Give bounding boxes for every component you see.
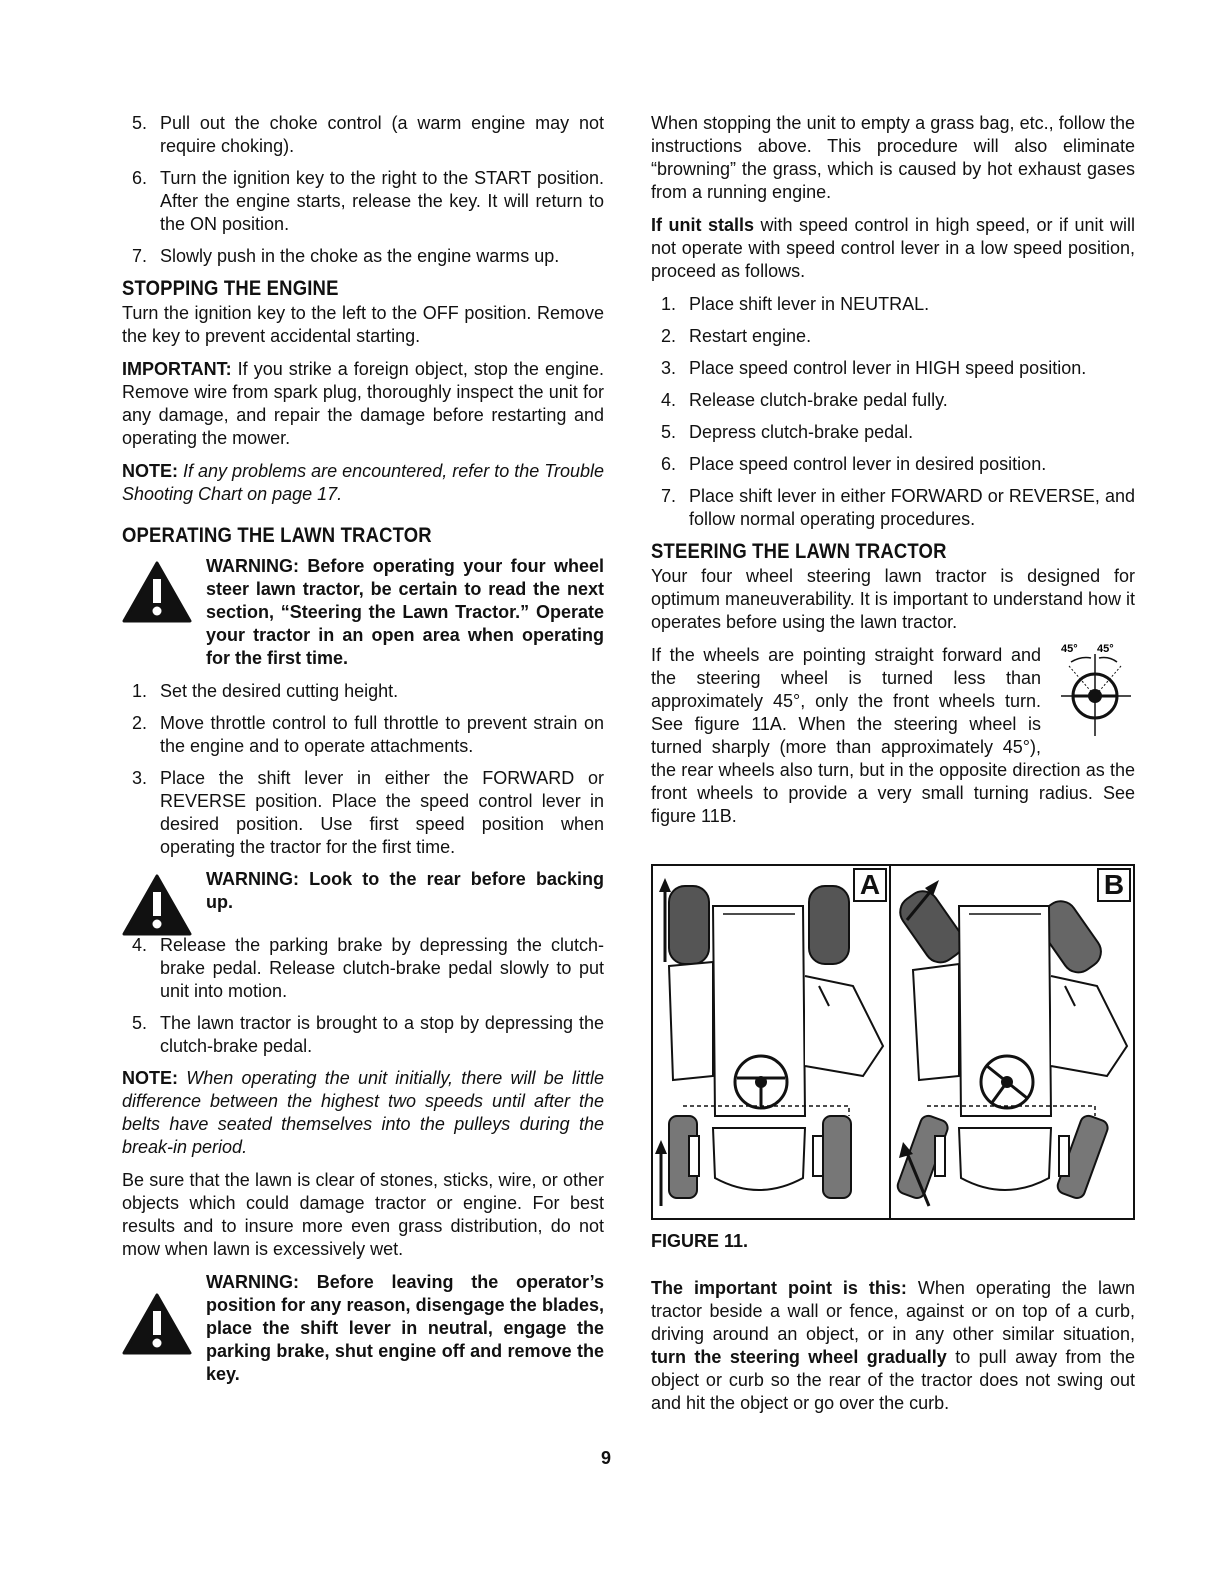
step-number: 6. <box>132 168 148 188</box>
list-item <box>651 357 1135 380</box>
step-text: Place speed control lever in desired position. <box>689 454 1047 474</box>
page-number: 9 <box>600 1448 611 1468</box>
operate-steps-list <box>122 680 604 859</box>
stalls-paragraph <box>651 214 1135 283</box>
panel-label-b: B <box>1097 868 1131 902</box>
stalls-label: If unit stalls <box>651 215 754 235</box>
step-text: Depress clutch-brake pedal. <box>689 422 914 442</box>
step-number: 5. <box>661 422 677 442</box>
important-point-text: When operating the lawn tractor beside a wall or fence, against or on top of a curb, driving around an object, or in any other similar situation, <box>651 1278 1135 1344</box>
step-text: Move throttle control to full throttle to prevent strain on the engine and to operate attachments. <box>160 713 604 756</box>
step-text: The lawn tractor is brought to a stop by depressing the clutch-brake pedal. <box>160 1013 604 1056</box>
operate-steps-list-2 <box>122 934 604 1058</box>
list-item <box>122 712 604 758</box>
warning-block <box>122 555 604 670</box>
step-text: Place speed control lever in HIGH speed position. <box>689 358 1087 378</box>
important-point-bold: turn the steering wheel gradually <box>651 1347 947 1367</box>
lawn-clear-paragraph: Be sure that the lawn is clear of stones, sticks, wire, or other objects which could damage tractor or engine. For best results and to insure more even grass distribution, do not mow when lawn is excessively wet. <box>122 1170 604 1259</box>
angle-label-right: 45° <box>1097 643 1114 655</box>
warning-text: WARNING: Before operating your four wheel steer lawn tractor, be certain to read the next section, “Steering the Lawn Tractor.” Operate your tractor in an open area when operating for the first time. <box>206 556 604 668</box>
steering-heading: STEERING THE LAWN TRACTOR <box>651 540 947 563</box>
tractor-straight-illustration <box>653 866 889 1218</box>
note-paragraph <box>122 1067 604 1159</box>
right-column <box>651 112 1135 1425</box>
warning-block <box>122 868 604 914</box>
figure-panel-a <box>653 866 889 1218</box>
step-text: Turn the ignition key to the right to the START position. After the engine starts, release the key. It will return to the ON position. <box>160 168 604 234</box>
step-text: Place the shift lever in either the FORWARD or REVERSE position. Place the speed control lever in desired position. Use first speed position when operating the tractor for the first time. <box>160 768 604 857</box>
warning-text: WARNING: Look to the rear before backing up. <box>206 869 604 912</box>
tractor-turning-illustration <box>891 866 1133 1218</box>
steering-detail <box>651 644 1135 828</box>
list-item <box>651 421 1135 444</box>
list-item <box>122 1012 604 1058</box>
stall-steps-list <box>651 293 1135 531</box>
important-paragraph <box>122 358 604 450</box>
note-text: When operating the unit initially, there will be little difference between the highest two speeds until after the belts have seated themselves into the pulleys during the break-in period. <box>122 1068 604 1157</box>
step-number: 4. <box>132 935 148 955</box>
step-text: Pull out the choke control (a warm engine may not require choking). <box>160 113 604 156</box>
step-text: Release the parking brake by depressing the clutch-brake pedal. Release clutch-brake pedal slowly to put unit into motion. <box>160 935 604 1001</box>
list-item <box>122 245 604 268</box>
note-label: NOTE: <box>122 1068 178 1088</box>
important-text: If you strike a foreign object, stop the engine. Remove wire from spark plug, thoroughly inspect the unit for any damage, and repair the damage before restarting and operating the mower. <box>122 359 604 448</box>
warning-text: WARNING: Before leaving the operator’s position for any reason, disengage the blades, place the shift lever in neutral, engage the parking brake, shut engine off and remove the key. <box>206 1272 604 1384</box>
step-number: 7. <box>661 486 677 506</box>
step-text: Restart engine. <box>689 326 812 346</box>
figure-caption: FIGURE 11. <box>651 1231 749 1251</box>
step-text: Slowly push in the choke as the engine warms up. <box>160 246 560 266</box>
steering-detail-text: If the wheels are pointing straight forward and the steering wheel is turned less than approximately 45°, only the front wheels turn. See figure 11A. When the steering wheel is turned sharply (more than approximately 45°), the rear wheels also turn, but in the opposite direction as the front wheels to provide a very small turning radius. See figure 11B. <box>651 645 1135 826</box>
list-item <box>651 293 1135 316</box>
step-number: 5. <box>132 113 148 133</box>
steering-wheel-angle-icon <box>1051 640 1135 740</box>
panel-label-a: A <box>853 868 887 902</box>
list-item <box>122 167 604 236</box>
step-text: Release clutch-brake pedal fully. <box>689 390 948 410</box>
step-number: 2. <box>661 326 677 346</box>
step-number: 4. <box>661 390 677 410</box>
list-item <box>651 453 1135 476</box>
list-item <box>651 389 1135 412</box>
step-text: Set the desired cutting height. <box>160 681 399 701</box>
list-item <box>122 934 604 1003</box>
important-point-label: The important point is this: <box>651 1278 907 1298</box>
step-number: 1. <box>132 681 148 701</box>
warning-triangle-icon <box>122 1293 192 1355</box>
step-number: 3. <box>661 358 677 378</box>
list-item <box>122 112 604 158</box>
note-paragraph <box>122 460 604 506</box>
list-item <box>651 325 1135 348</box>
step-number: 3. <box>132 768 148 788</box>
step-number: 6. <box>661 454 677 474</box>
warning-triangle-icon <box>122 874 192 936</box>
note-label: NOTE: <box>122 461 178 481</box>
step-text: Place shift lever in NEUTRAL. <box>689 294 930 314</box>
important-point-text-end: to pull away from the object or curb so the rear of the tractor does not swing out and hit the object or go over the curb. <box>651 1347 1135 1413</box>
step-number: 5. <box>132 1013 148 1033</box>
step-number: 7. <box>132 246 148 266</box>
important-point-paragraph <box>651 1277 1135 1415</box>
stopping-engine-heading: STOPPING THE ENGINE <box>122 277 339 300</box>
list-item <box>122 767 604 859</box>
step-number: 2. <box>132 713 148 733</box>
figure-11 <box>651 864 1135 1220</box>
angle-label-left: 45° <box>1061 643 1078 655</box>
warning-triangle-icon <box>122 561 192 623</box>
step-text: Place shift lever in either FORWARD or REVERSE, and follow normal operating procedures. <box>689 486 1135 529</box>
start-steps-list <box>122 112 604 268</box>
step-number: 1. <box>661 294 677 314</box>
list-item <box>651 485 1135 531</box>
warning-block <box>122 1271 604 1386</box>
left-column <box>122 112 604 1396</box>
important-label: IMPORTANT: <box>122 359 232 379</box>
note-text: If any problems are encountered, refer to the Trouble Shooting Chart on page 17. <box>122 461 604 504</box>
stopping-engine-text: Turn the ignition key to the left to the OFF position. Remove the key to prevent accidental starting. <box>122 303 604 346</box>
figure-panel-b <box>891 866 1133 1218</box>
operating-heading: OPERATING THE LAWN TRACTOR <box>122 524 432 547</box>
steering-intro: Your four wheel steering lawn tractor is designed for optimum maneuverability. It is important to understand how it operates before using the lawn tractor. <box>651 566 1135 632</box>
stalls-text: with speed control in high speed, or if unit will not operate with speed control lever in a low speed position, proceed as follows. <box>651 215 1135 281</box>
grass-bag-paragraph: When stopping the unit to empty a grass bag, etc., follow the instructions above. This procedure will also eliminate “browning” the grass, which is caused by hot exhaust gases from a running engine. <box>651 113 1135 202</box>
list-item <box>122 680 604 703</box>
